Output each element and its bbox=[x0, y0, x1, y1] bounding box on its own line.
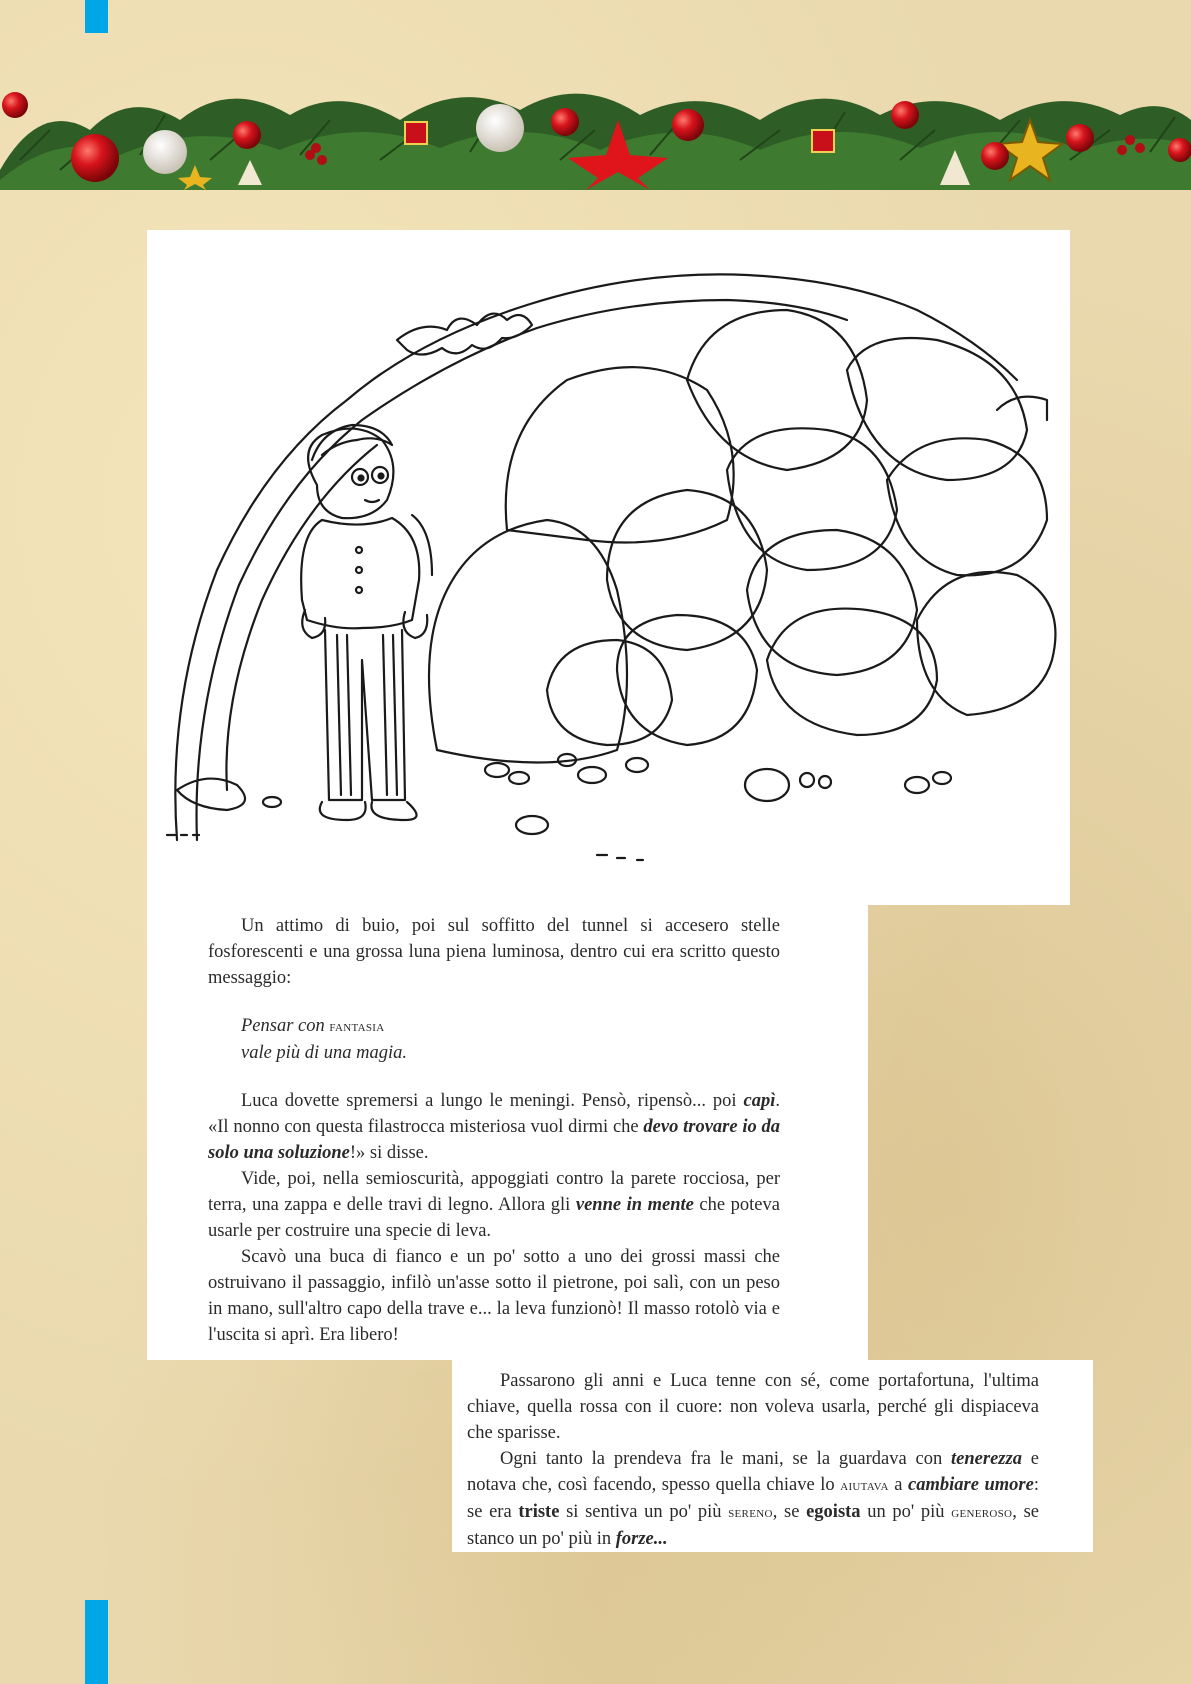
top-accent-bar bbox=[85, 0, 108, 33]
white-bauble bbox=[476, 104, 524, 152]
boy-figure bbox=[301, 425, 432, 820]
red-bauble bbox=[981, 142, 1009, 170]
gift-box bbox=[405, 122, 427, 144]
paragraph: Passarono gli anni e Luca tenne con sé, come portafortuna, l'ultima chiave, quella rossa con il cuore: non voleva usarla, perché gli dispiaceva che sparisse. bbox=[467, 1371, 1039, 1443]
poem-line: vale più di una magia. bbox=[241, 1043, 407, 1063]
gift-box bbox=[812, 130, 834, 152]
paragraph: Un attimo di buio, poi sul soffitto del tunnel si accesero stelle fosforescenti e una grossa luna piena luminosa, dentro cui era scritto questo messaggio: bbox=[208, 916, 780, 988]
paragraph: Scavò una buca di fianco e un po' sotto a uno dei grossi massi che ostruivano il passaggio, infilò un'asse sotto il pietrone, poi salì, con un peso in mano, sull'altro capo della trave e... la leva funzionò! Il masso rotolò via e l'uscita si aprì. Era libero! bbox=[208, 1247, 780, 1345]
boulder bbox=[917, 572, 1055, 715]
illustration-panel bbox=[147, 230, 1070, 905]
boulder bbox=[506, 367, 734, 542]
red-bauble bbox=[891, 101, 919, 129]
boy-shoes bbox=[320, 802, 417, 820]
white-bauble bbox=[143, 130, 187, 174]
poem bbox=[241, 1013, 780, 1066]
cave-illustration bbox=[147, 230, 1070, 905]
boulder bbox=[727, 428, 897, 570]
boulder bbox=[887, 438, 1047, 575]
story-text-lower bbox=[467, 1368, 1039, 1552]
bottom-accent-bar bbox=[85, 1600, 108, 1684]
red-bauble bbox=[672, 109, 704, 141]
boulder bbox=[547, 640, 672, 745]
paragraph: Luca dovette spremersi a lungo le meningi. Pensò, ripensò... poi capì. «Il nonno con questa filastrocca misteriosa vuol dirmi che devo trovare io da solo una soluzione!» si disse. bbox=[208, 1091, 781, 1163]
bat bbox=[397, 314, 532, 355]
red-bauble bbox=[233, 121, 261, 149]
christmas-garland bbox=[0, 60, 1191, 190]
paragraph: Ogni tanto la prendeva fra le mani, se la guardava con tenerezza e notava che, così facendo, spesso quella chiave lo aiutava a cambiare umore: se era triste si sentiva un po' più sereno, se egoista un po' più generoso, se stanco un po' più in forze... bbox=[467, 1449, 1039, 1549]
boulder bbox=[687, 310, 867, 470]
paragraph: Vide, poi, nella semioscurità, appoggiati contro la parete rocciosa, per terra, una zappa e delle travi di legno. Allora gli venne in mente che poteva usarle per costruire una specie di leva. bbox=[208, 1169, 780, 1241]
boulder bbox=[607, 490, 767, 650]
boulder bbox=[847, 338, 1027, 480]
red-bauble bbox=[2, 92, 28, 118]
red-bauble bbox=[551, 108, 579, 136]
red-bauble bbox=[71, 134, 119, 182]
poem-line: Pensar con fantasia bbox=[241, 1016, 385, 1036]
boy-hand-right bbox=[403, 612, 427, 638]
boulder bbox=[747, 530, 917, 675]
story-text-upper bbox=[208, 913, 780, 1348]
red-bauble bbox=[1066, 124, 1094, 152]
red-bauble bbox=[1168, 138, 1191, 162]
